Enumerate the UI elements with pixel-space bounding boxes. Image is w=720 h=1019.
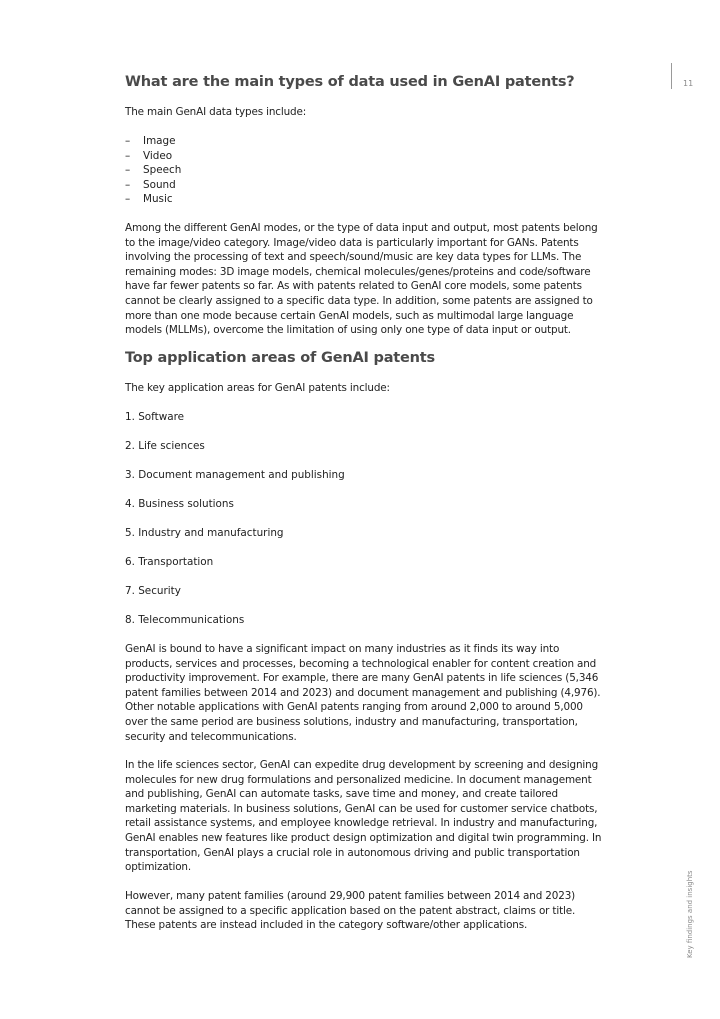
dash-bullet: – [125,135,131,147]
list-item [125,163,181,178]
list-item: 2. Life sciences [125,440,205,452]
impact-paragraph: GenAI is bound to have a significant impact on many industries as it finds its way into products, services and processes, becoming a technological enabler for content creation and productivity improvement. For example, there are many GenAI patents in life sciences (5,346 patent families between 2014 and 2023) and document management and publishing (4,976). Other notable applications with GenAI patents ranging from around 2,000 to around 5,000 over the same period are business solutions, industry and manufacturing, transportation, security and telecommunications. [125,643,601,743]
list-item-label: Video [143,149,173,162]
section-heading-application-areas: Top application areas of GenAI patents [125,350,435,366]
dash-bullet: – [125,164,131,177]
list-item-label: Image [143,135,176,147]
data-types-list [125,134,181,207]
list-item: 1. Software [125,411,185,423]
section-heading-data-types: What are the main types of data used in GenAI patents? [125,74,575,90]
application-areas-list [125,410,345,642]
list-item: 7. Security [125,585,181,597]
list-item: 4. Business solutions [125,498,234,510]
page-number: 11 [683,79,694,88]
list-item: 5. Industry and manufacturing [125,527,284,539]
list-item-label: Music [143,193,173,206]
list-item-label: Speech [143,164,182,177]
list-item-label: Sound [143,178,176,191]
list-item: 8. Telecommunications [125,614,245,626]
data-modes-paragraph: Among the different GenAI modes, or the type of data input and output, most patents belong to the image/video category. Image/video data is particularly important for GANs. Patents involving the processing of text and speech/sound/music are key data types for LLMs. The remaining modes: 3D image models, chemical molecules/genes/proteins and code/software have far fewer patents so far. As with patents related to GenAI core models, some patents cannot be clearly assigned to a specific data type. In addition, some patents are assigned to more than one mode because certain GenAI models, such as multimodal large language models (MLLMs), overcome the limitation of using only one type of data input or output. [125,222,598,337]
dash-bullet: – [125,178,131,191]
sector-examples-paragraph: In the life sciences sector, GenAI can expedite drug development by screening and designing molecules for new drug formulations and personalized medicine. In document management and publishing, GenAI can automate tasks, save time and money, and create tailored marketing materials. In business solutions, GenAI can be used for customer service chatbots, retail assistance systems, and employee knowledge retrieval. In industry and manufacturing, GenAI enables new features like product design optimization and digital twin programming. In transportation, GenAI plays a crucial role in autonomous driving and public transportation optimization. [125,759,602,874]
data-types-intro: The main GenAI data types include: [125,106,307,118]
dash-bullet: – [125,149,131,162]
page-number-divider [671,63,672,89]
list-item [125,192,181,207]
application-areas-intro: The key application areas for GenAI patents include: [125,382,390,394]
section-sidebar-label: Key findings and insights [686,870,694,958]
list-item [125,149,181,164]
list-item: 6. Transportation [125,556,214,568]
list-item [125,178,181,193]
unassigned-patents-paragraph: However, many patent families (around 29,900 patent families between 2014 and 2023) cannot be assigned to a specific application based on the patent abstract, claims or title. These patents are instead included in the category software/other applications. [125,890,576,932]
dash-bullet: – [125,193,131,206]
list-item [125,134,181,149]
list-item: 3. Document management and publishing [125,469,345,481]
